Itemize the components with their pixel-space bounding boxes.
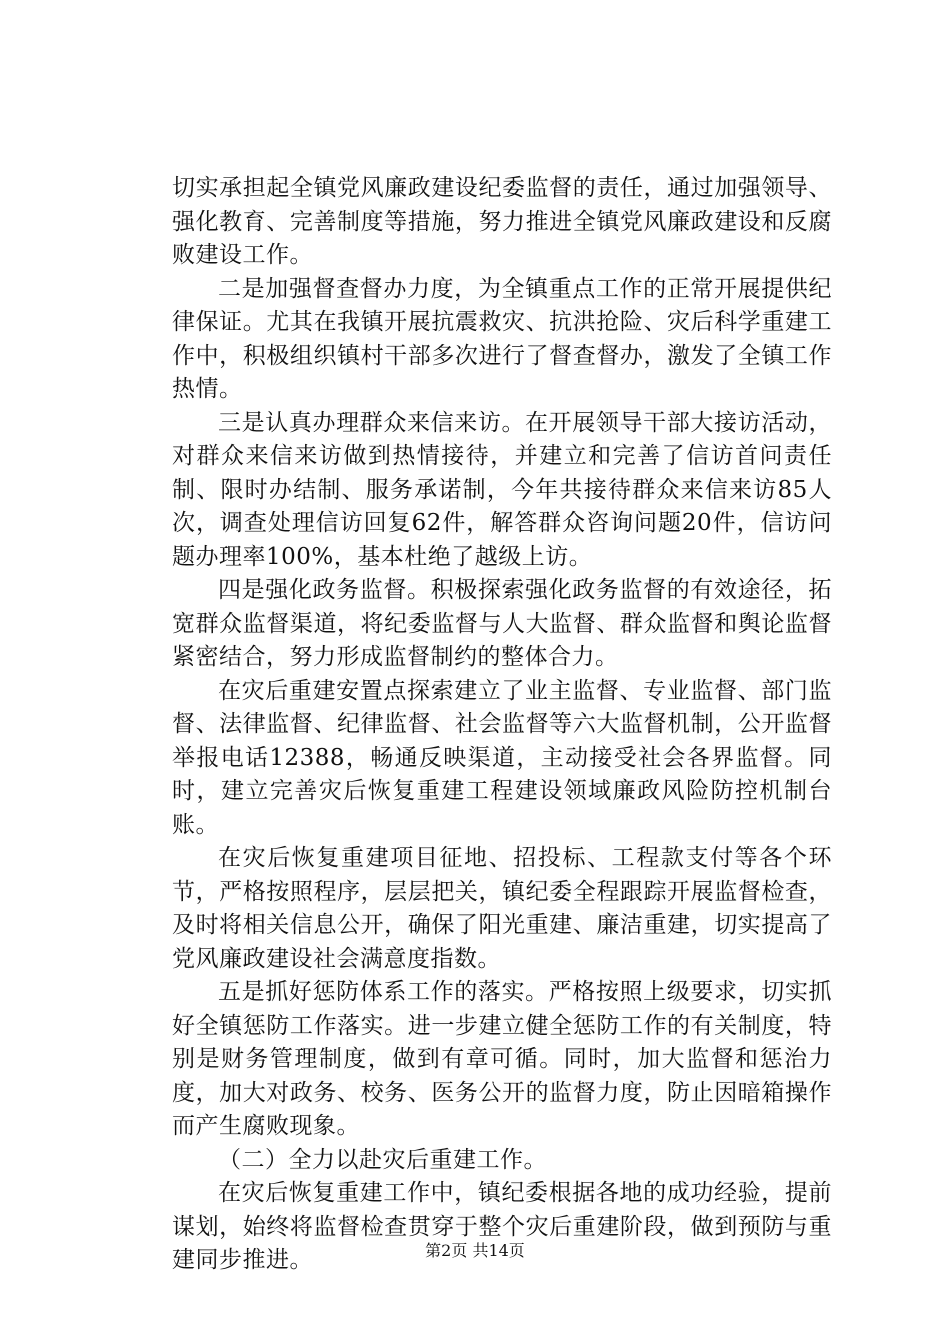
page-number-footer: 第2页 共14页 [425, 1241, 525, 1260]
paragraph-8: 在灾后恢复重建工作中，镇纪委根据各地的成功经验，提前谋划，始终将监督检查贯穿于整个灾后重建阶段，做到预防与重建同步推进。 [172, 1180, 832, 1273]
paragraph-6: 在灾后恢复重建项目征地、招投标、工程款支付等各个环节，严格按照程序，层层把关，镇纪委全程跟踪开展监督检查，及时将相关信息公开，确保了阳光重建、廉洁重建，切实提高了党风廉政建设社会满意度指数。 [172, 845, 832, 972]
paragraph-1: 切实承担起全镇党风廉政建设纪委监督的责任，通过加强领导、强化教育、完善制度等措施，努力推进全镇党风廉政建设和反腐败建设工作。 [172, 175, 832, 268]
paragraph-4: 四是强化政务监督。积极探索强化政务监督的有效途径，拓宽群众监督渠道，将纪委监督与人大监督、群众监督和舆论监督紧密结合，努力形成监督制约的整体合力。 [172, 577, 832, 670]
paragraph-2: 二是加强督查督办力度，为全镇重点工作的正常开展提供纪律保证。尤其在我镇开展抗震救灾、抗洪抢险、灾后科学重建工作中，积极组织镇村干部多次进行了督查督办，激发了全镇工作热情。 [172, 275, 832, 402]
paragraph-7: 五是抓好惩防体系工作的落实。严格按照上级要求，切实抓好全镇惩防工作落实。进一步建立健全惩防工作的有关制度，特别是财务管理制度，做到有章可循。同时，加大监督和惩治力度，加大对政务、校务、医务公开的监督力度，防止因暗箱操作而产生腐败现象。 [172, 979, 832, 1139]
paragraph-5: 在灾后重建安置点探索建立了业主监督、专业监督、部门监督、法律监督、纪律监督、社会监督等六大监督机制，公开监督举报电话12388，畅通反映渠道，主动接受社会各界监督。同时，建立完善灾后恢复重建工程建设领域廉政风险防控机制台账。 [172, 677, 832, 838]
section-heading: （二）全力以赴灾后重建工作。 [218, 1146, 547, 1173]
paragraph-3: 三是认真办理群众来信来访。在开展领导干部大接访活动，对群众来信来访做到热情接待，并建立和完善了信访首问责任制、限时办结制、服务承诺制，今年共接待群众来信来访85人次，调查处理信访回复62件，解答群众咨询问题20件，信访问题办理率100%，基本杜绝了越级上访。 [172, 409, 832, 570]
document-body [172, 172, 832, 1278]
